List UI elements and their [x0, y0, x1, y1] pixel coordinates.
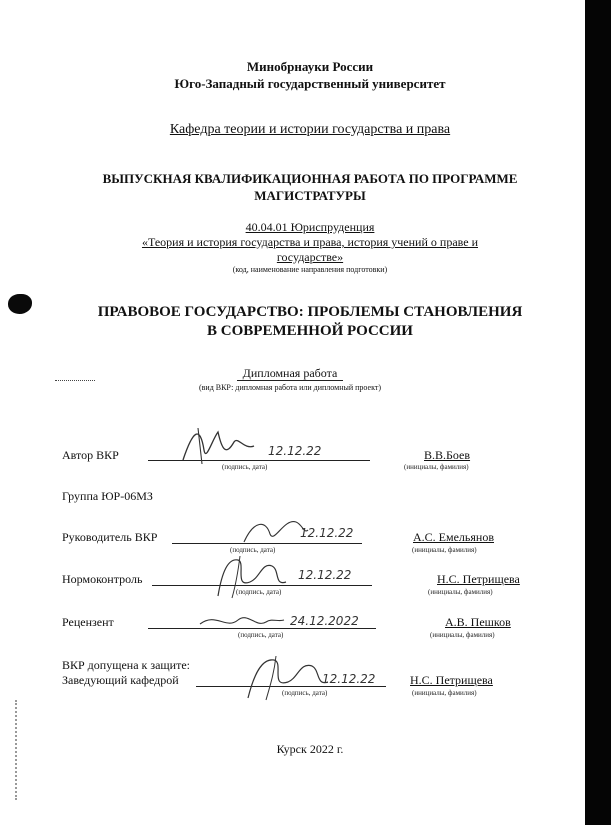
work-title-line2: МАГИСТРАТУРЫ — [254, 188, 366, 203]
supervisor-name: А.С. Емельянов — [413, 530, 494, 544]
program-caption: (код, наименование направления подготовки) — [232, 265, 388, 274]
head-of-department-name: Н.С. Петрищева — [410, 673, 493, 687]
ministry-name: Минобрнауки России — [246, 59, 374, 74]
reviewer-date: 24.12.2022 — [290, 614, 359, 628]
program-block — [70, 220, 550, 275]
author-sign-caption: (подпись, дата) — [222, 463, 268, 471]
author-name-caption: (инициалы, фамилия) — [404, 463, 469, 471]
work-title — [55, 170, 565, 204]
ministry-header — [40, 58, 580, 92]
dotted-mark — [55, 380, 95, 381]
supervisor-name-caption: (инициалы, фамилия) — [412, 546, 477, 554]
head-of-department-name-caption: (инициалы, фамилия) — [412, 689, 477, 697]
university-name: Юго-Западный государственный университет — [174, 76, 446, 91]
supervisor-sign-caption: (подпись, дата) — [230, 546, 276, 554]
work-kind-value: Дипломная работа — [237, 366, 344, 381]
author-date: 12.12.22 — [268, 444, 322, 458]
supervisor-label: Руководитель ВКР — [62, 530, 158, 544]
department-name: Кафедра теории и истории государства и права — [169, 122, 451, 137]
work-title-line1: ВЫПУСКНАЯ КВАЛИФИКАЦИОННАЯ РАБОТА ПО ПРОГРАММЕ — [102, 171, 518, 186]
supervisor-date: 12.12.22 — [300, 526, 354, 540]
scan-edge-bar — [585, 0, 611, 825]
scan-dots — [15, 700, 19, 800]
thesis-title-line1: ПРАВОВОЕ ГОСУДАРСТВО: ПРОБЛЕМЫ СТАНОВЛЕНИЯ — [97, 304, 523, 320]
reviewer-name: А.В. Пешков — [445, 615, 511, 629]
head-of-department-label: Заведующий кафедрой — [62, 673, 179, 687]
author-signature — [178, 420, 258, 468]
admission-date: 12.12.22 — [322, 672, 376, 686]
work-kind — [130, 366, 450, 392]
normcontrol-name: Н.С. Петрищева — [437, 572, 520, 586]
thesis-title — [40, 303, 580, 341]
reviewer-name-caption: (инициалы, фамилия) — [430, 631, 495, 639]
program-name-line2: государстве» — [276, 250, 344, 264]
author-name: В.В.Боев — [424, 448, 471, 462]
reviewer-label: Рецензент — [62, 615, 114, 629]
program-code: 40.04.01 Юриспруденция — [245, 220, 375, 234]
normcontrol-name-caption: (инициалы, фамилия) — [428, 588, 493, 596]
city-year: Курск 2022 г. — [276, 742, 344, 756]
normcontrol-date: 12.12.22 — [298, 568, 352, 582]
ink-blot — [8, 294, 32, 314]
admission-sign-caption: (подпись, дата) — [282, 689, 328, 697]
author-label: Автор ВКР — [62, 448, 119, 462]
group-label: Группа ЮР-06МЗ — [62, 489, 153, 503]
program-name-line1: «Теория и история государства и права, история учений о праве и — [141, 235, 478, 249]
thesis-title-line2: В СОВРЕМЕННОЙ РОССИИ — [207, 323, 413, 339]
admission-label: ВКР допущена к защите: — [62, 658, 190, 672]
normcontrol-sign-caption: (подпись, дата) — [236, 588, 282, 596]
normcontrol-label: Нормоконтроль — [62, 572, 143, 586]
reviewer-sign-caption: (подпись, дата) — [238, 631, 284, 639]
work-kind-caption: (вид ВКР: дипломная работа или дипломный проект) — [198, 383, 382, 392]
